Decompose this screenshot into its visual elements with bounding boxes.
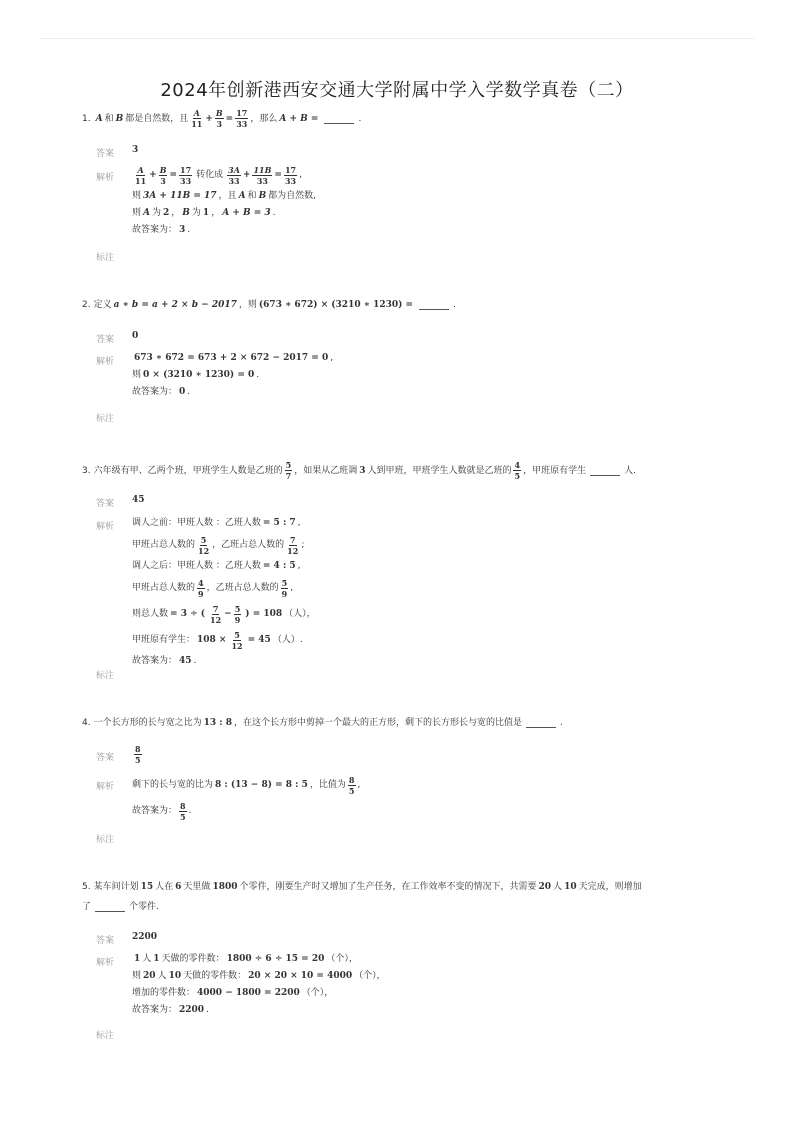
analysis-line: 调人之前：甲班人数 ：乙班人数 = 5 : 7 ,: [132, 518, 301, 528]
question-2-stem: [82, 298, 712, 312]
page-title: 2024年创新港西安交通大学附属中学入学数学真卷（二）: [160, 80, 634, 102]
analysis-body: [132, 772, 360, 824]
analysis-label: 解析: [96, 958, 115, 968]
stem-text: .: [358, 113, 362, 124]
stem-text: 人到甲班，甲班学生人数就是乙班的: [367, 465, 512, 476]
stem-text: 人.: [624, 465, 636, 476]
answer-blank: [526, 718, 556, 728]
answer-value: 3: [132, 145, 139, 155]
answer-label: 答案: [96, 753, 115, 763]
question-1: [82, 108, 712, 129]
stem-text: 定义: [93, 300, 112, 310]
question-number: 2.: [82, 300, 91, 310]
stem-text: ，那么: [250, 113, 278, 124]
fraction: $\frac{17}{33}$: [236, 108, 248, 129]
analysis-line: 故答案为： 45 .: [132, 656, 197, 666]
analysis-line: 剩下的长与宽的比为 8 : (13 − 8) = 8 : 5 ，比值为 $\frac{8}{5}$ ,: [132, 774, 361, 796]
answer-label: 答案: [96, 149, 115, 159]
analysis-line: 调人之后：甲班人数 ：乙班人数 = 4 : 5 ,: [132, 561, 301, 571]
stem-text: ，在这个长方形中剪掉一个最大的正方形，剩下的长方形长与宽的比值是: [234, 718, 523, 728]
answer-blank: [324, 114, 354, 124]
stem-text: 和: [104, 113, 114, 124]
analysis-line: 甲班占总人数的 $\frac{5}{12}$ ，乙班占总人数的 $\frac{7}{12}$ ;: [132, 534, 305, 556]
analysis-line: 增加的零件数： 4000 − 1800 = 2200 （个），: [132, 988, 334, 998]
top-rule: [40, 38, 754, 39]
analysis-line: 甲班原有学生： 108 × $\frac{5}{12}$ = 45 （人）.: [132, 629, 303, 651]
analysis-body: [132, 951, 386, 1019]
math-op: =: [225, 113, 234, 124]
fraction: $\frac{B}{3}$: [215, 108, 223, 129]
note-label: 标注: [96, 253, 115, 263]
answer-label: 答案: [96, 499, 115, 509]
math-var: A: [95, 113, 103, 124]
analysis-body: [132, 350, 333, 401]
answer-blank: [419, 300, 449, 310]
note-label: 标注: [96, 835, 115, 845]
fraction: $\frac{4}{5}$: [514, 460, 521, 481]
answer-value: 0: [132, 331, 139, 341]
note-label: 标注: [96, 414, 115, 424]
analysis-line: 故答案为： 0 .: [132, 387, 191, 397]
math-var: B: [115, 113, 124, 124]
answer-blank: [590, 466, 620, 476]
question-5-stem-line2: 了 个零件.: [82, 902, 159, 912]
fraction: $\frac{A}{11}$: [191, 108, 203, 129]
stem-text: .: [453, 300, 456, 310]
stem-text: 一个长方形的长与宽之比为: [93, 718, 202, 728]
analysis-line: 则 20 人 10 天做的零件数： 20 × 20 × 10 = 4000 （个），: [132, 971, 386, 981]
analysis-label: 解析: [96, 173, 115, 183]
analysis-line: $\frac{A}{11}$ + $\frac{B}{3}$ = $\frac{17}{33}$ 转化成 $\frac{3A}{33}$ + $\frac{11B}{33}$ = $\frac{17}{33}$ ,: [135, 164, 302, 186]
math-expr: A + B =: [279, 113, 319, 124]
analysis-label: 解析: [96, 782, 115, 792]
question-5: [82, 880, 712, 914]
analysis-line: 故答案为： $\frac{8}{5}$ .: [132, 800, 192, 822]
analysis-line: 则总人数 = 3 ÷ ( $\frac{7}{12}$ − $\frac{5}{9}$ ) = 108 （人），: [132, 603, 316, 625]
analysis-line: 故答案为： 2200 .: [132, 1005, 209, 1015]
analysis-body: [132, 515, 316, 670]
analysis-line: 则 3A + 11B = 17 ，且 A 和 B 都为自然数,: [132, 191, 317, 201]
math-num: 3: [359, 465, 366, 476]
stem-text: ，如果从乙班调: [294, 465, 358, 476]
question-3-stem: [82, 460, 712, 481]
question-4: [82, 716, 712, 730]
question-3: [82, 460, 712, 481]
analysis-line: 故答案为： 3 .: [132, 225, 191, 235]
stem-text: .: [560, 718, 563, 728]
math-expr: (673 ∗ 672) × (3210 ∗ 1230) =: [258, 300, 414, 310]
answer-blank: [95, 902, 125, 912]
math-expr: a ∗ b = a + 2 × b − 2017: [113, 300, 237, 310]
stem-text: 都是自然数，且: [125, 113, 189, 124]
analysis-line: 1 人 1 天做的零件数： 1800 ÷ 6 ÷ 15 = 20 （个），: [134, 954, 358, 964]
answer-value: 45: [132, 495, 145, 505]
analysis-label: 解析: [96, 522, 115, 532]
analysis-line: 673 ∗ 672 = 673 + 2 × 672 − 2017 = 0 ,: [134, 353, 334, 363]
analysis-label: 解析: [96, 357, 115, 367]
question-2: [82, 298, 712, 312]
analysis-body: [132, 162, 316, 239]
note-label: 标注: [96, 671, 115, 681]
stem-text: 六年级有甲、乙两个班，甲班学生人数是乙班的: [93, 465, 283, 476]
question-number: 4.: [82, 718, 91, 728]
stem-text: ，甲班原有学生: [523, 465, 587, 476]
analysis-line: 甲班占总人数的 $\frac{4}{9}$ ，乙班占总人数的 $\frac{5}{9}$ ,: [132, 577, 294, 599]
analysis-line: 则 0 × (3210 ∗ 1230) = 0 .: [132, 370, 260, 380]
math-expr: 13 : 8: [203, 718, 232, 728]
stem-text: ，则: [238, 300, 257, 310]
answer-label: 答案: [96, 335, 115, 345]
answer-value: $\frac{8}{5}$: [135, 744, 141, 765]
math-op: +: [205, 113, 213, 124]
answer-value: 2200: [132, 932, 158, 942]
question-1-stem: [82, 108, 712, 129]
note-label: 标注: [96, 1031, 115, 1041]
question-number: 3.: [82, 465, 91, 476]
question-5-stem: 5. 某车间计划 15 人在 6 天里做 1800 个零件，刚要生产时又增加了生产任务，在工作效率不变的情况下，共需要 20 人 10 天完成，则增加: [82, 882, 642, 892]
question-number: 1.: [82, 113, 91, 124]
question-number: 5.: [82, 882, 91, 892]
question-4-stem: [82, 716, 712, 730]
fraction: $\frac{5}{7}$: [285, 460, 292, 481]
analysis-line: 则 A 为 2 ， B 为 1 ， A + B = 3 .: [132, 208, 276, 218]
answer-label: 答案: [96, 936, 115, 946]
